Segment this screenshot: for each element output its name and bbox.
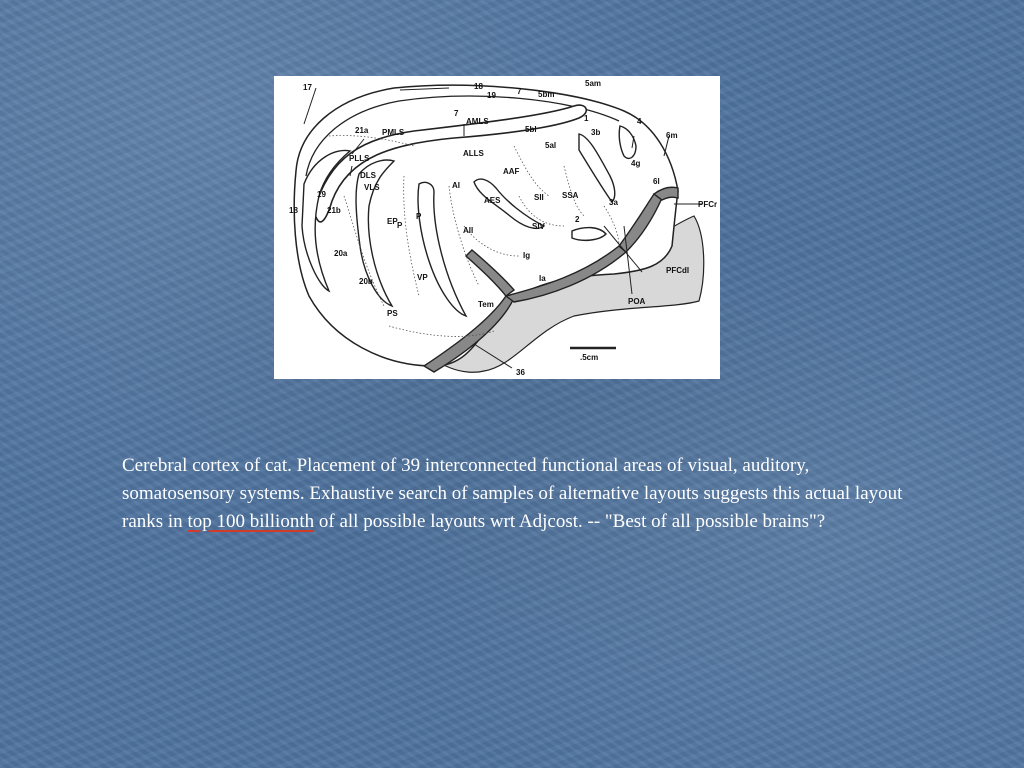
label-pmls: PMLS [382,128,405,137]
label-20a: 20a [334,249,348,258]
caption-text-2: of all possible layouts wrt Adjcost. -- "Best of all possible brains"? [314,511,826,532]
slide-caption [122,452,922,536]
label-pfcdl: PFCdl [666,266,690,275]
label-aes: AES [484,196,501,205]
label-ep-sub: P [397,221,403,230]
label-3a: 3a [609,198,618,207]
caption-text-1: Cerebral cortex of cat. Placement of 39 interconnected functional areas of visual, auditory, somatosensory systems. Exhaustive search of samples of alternative layouts suggests this actual layout ranks in [122,455,903,532]
label-4: 4 [637,117,642,126]
label-6l: 6l [653,177,660,186]
label-amls: AMLS [466,117,489,126]
label-scale: .5cm [580,353,599,362]
label-1: 1 [584,114,589,123]
label-ia: Ia [539,274,546,283]
label-19-top: 19 [487,91,496,100]
label-ig: Ig [523,251,531,260]
label-poa: POA [628,297,646,306]
label-tem: Tem [478,300,494,309]
caption-highlight: top 100 billionth [187,511,315,532]
label-21b: 21b [327,206,341,215]
label-aaf: AAF [503,167,520,176]
label-alls: ALLS [463,149,484,158]
label-3b: 3b [591,128,601,137]
label-7-mid: 7 [454,109,459,118]
label-2: 2 [575,215,580,224]
label-ssa: SSA [562,191,579,200]
label-18-top: 18 [474,82,483,91]
label-sii: SII [534,193,544,202]
label-ai: AI [452,181,460,190]
label-5bl: 5bl [525,125,537,134]
label-36: 36 [516,368,525,377]
label-vls: VLS [364,183,380,192]
label-5al: 5al [545,141,557,150]
label-dls: DLS [360,171,376,180]
label-5am: 5am [585,79,602,88]
label-20b: 20b [359,277,373,286]
label-7-top: 7 [517,87,522,96]
label-17: 17 [303,83,312,92]
label-ps: PS [387,309,398,318]
label-p: P [416,212,422,221]
label-19: 19 [317,190,326,199]
cortex-diagram [274,76,720,379]
cat-cortex-figure [274,76,720,379]
label-vp: VP [417,273,428,282]
label-aii: AII [463,226,474,235]
label-pfcr: PFCr [698,200,718,209]
label-5bm: 5bm [538,90,555,99]
label-ep: EP [387,217,398,226]
label-21a: 21a [355,126,369,135]
label-plls: PLLS [349,154,370,163]
label-6m: 6m [666,131,678,140]
label-siv: SIV [532,222,545,231]
label-18: 18 [289,206,298,215]
label-4g: 4g [631,159,641,168]
